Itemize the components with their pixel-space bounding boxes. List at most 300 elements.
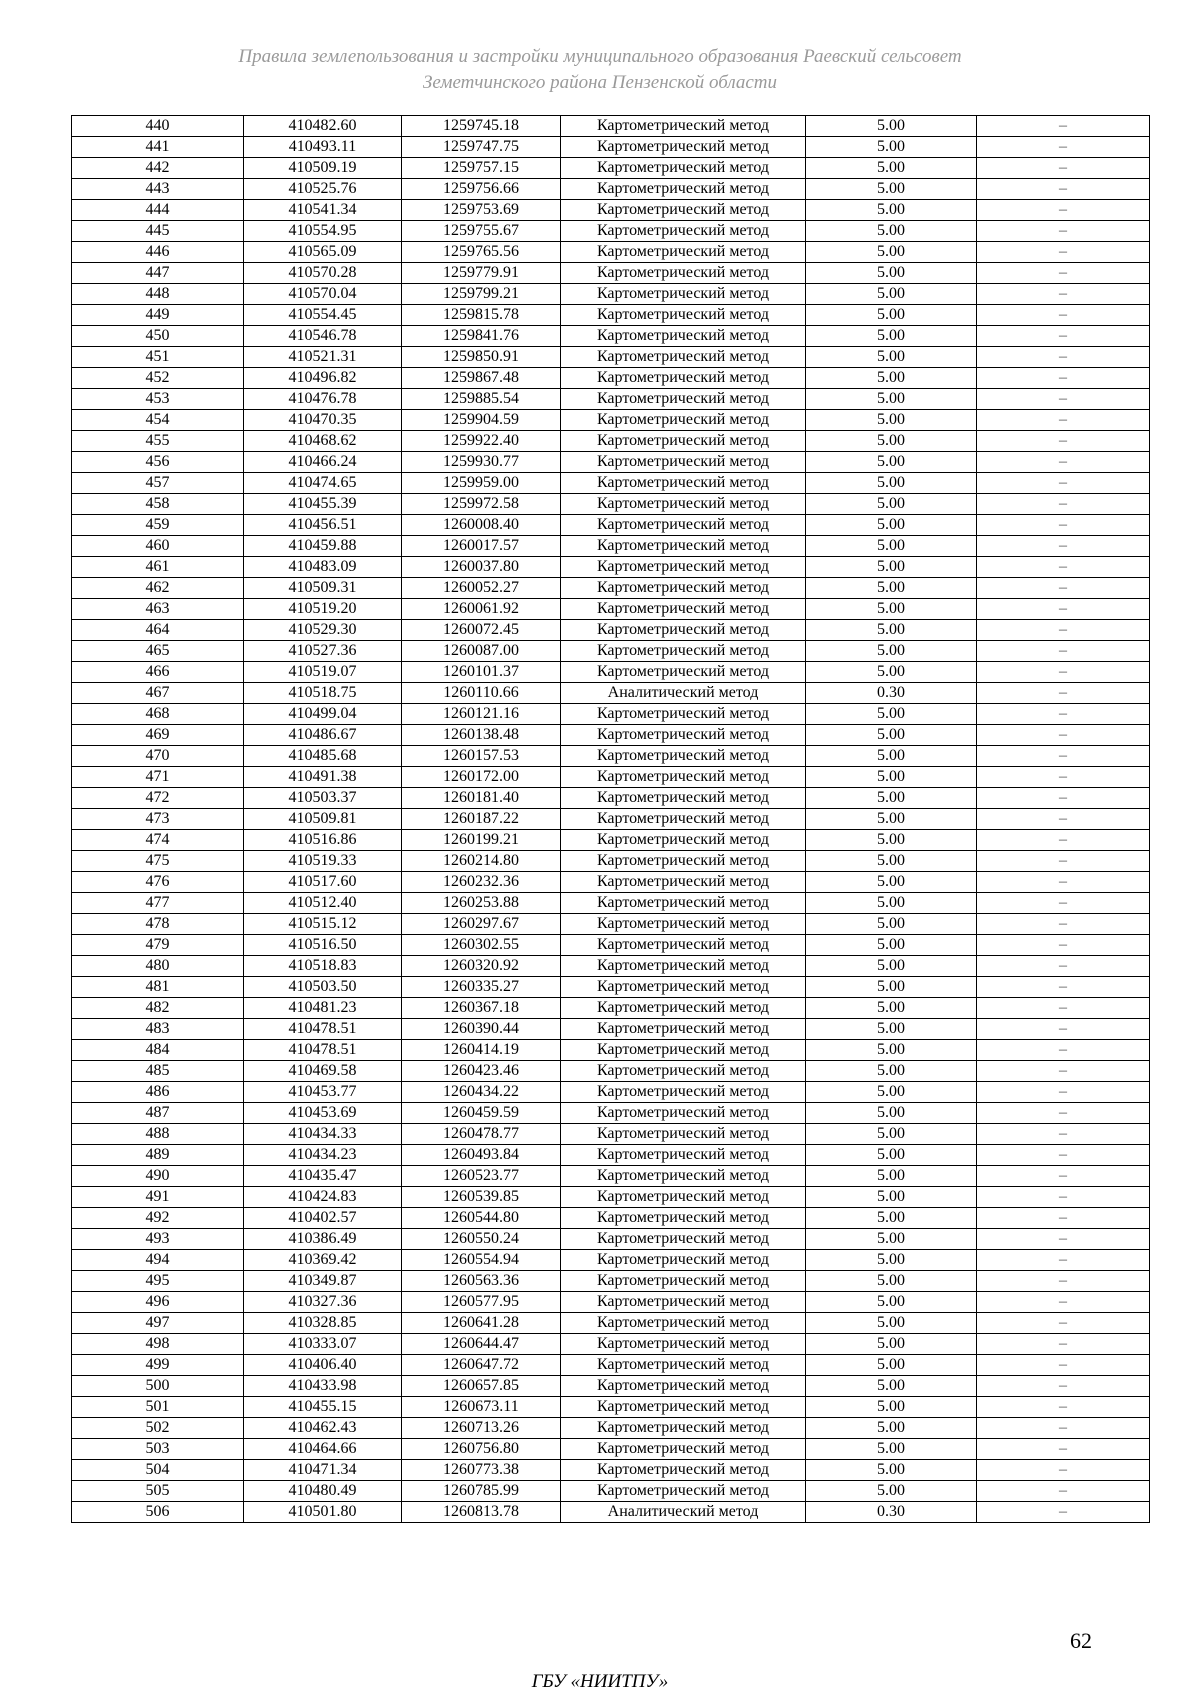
method-cell: Картометрический метод [561, 137, 806, 158]
description-cell: – [977, 1418, 1150, 1439]
description-cell: – [977, 704, 1150, 725]
table-row [72, 809, 1150, 830]
x-coordinate-cell: 410491.38 [244, 767, 402, 788]
method-cell: Картометрический метод [561, 347, 806, 368]
description-cell: – [977, 935, 1150, 956]
page-number: 62 [1070, 1628, 1092, 1653]
y-coordinate-cell: 1260232.36 [402, 872, 561, 893]
accuracy-cell: 5.00 [806, 410, 977, 431]
description-cell: – [977, 578, 1150, 599]
method-cell: Картометрический метод [561, 956, 806, 977]
description-cell: – [977, 1019, 1150, 1040]
method-cell: Картометрический метод [561, 263, 806, 284]
accuracy-cell: 5.00 [806, 347, 977, 368]
accuracy-cell: 5.00 [806, 494, 977, 515]
method-cell: Картометрический метод [561, 158, 806, 179]
table-row [72, 410, 1150, 431]
accuracy-cell: 5.00 [806, 200, 977, 221]
x-coordinate-cell: 410469.58 [244, 1061, 402, 1082]
x-coordinate-cell: 410483.09 [244, 557, 402, 578]
table-row [72, 431, 1150, 452]
y-coordinate-cell: 1259841.76 [402, 326, 561, 347]
accuracy-cell: 5.00 [806, 368, 977, 389]
y-coordinate-cell: 1259885.54 [402, 389, 561, 410]
point-number-cell: 459 [72, 515, 244, 536]
x-coordinate-cell: 410470.35 [244, 410, 402, 431]
method-cell: Картометрический метод [561, 368, 806, 389]
description-cell: – [977, 242, 1150, 263]
point-number-cell: 443 [72, 179, 244, 200]
y-coordinate-cell: 1260367.18 [402, 998, 561, 1019]
y-coordinate-cell: 1260523.77 [402, 1166, 561, 1187]
x-coordinate-cell: 410509.19 [244, 158, 402, 179]
x-coordinate-cell: 410478.51 [244, 1019, 402, 1040]
x-coordinate-cell: 410434.33 [244, 1124, 402, 1145]
method-cell: Картометрический метод [561, 242, 806, 263]
method-cell: Картометрический метод [561, 1397, 806, 1418]
accuracy-cell: 5.00 [806, 1187, 977, 1208]
y-coordinate-cell: 1259972.58 [402, 494, 561, 515]
y-coordinate-cell: 1260813.78 [402, 1502, 561, 1523]
x-coordinate-cell: 410327.36 [244, 1292, 402, 1313]
table-row [72, 1334, 1150, 1355]
accuracy-cell: 5.00 [806, 662, 977, 683]
description-cell: – [977, 1271, 1150, 1292]
method-cell: Картометрический метод [561, 1061, 806, 1082]
point-number-cell: 495 [72, 1271, 244, 1292]
point-number-cell: 486 [72, 1082, 244, 1103]
x-coordinate-cell: 410517.60 [244, 872, 402, 893]
point-number-cell: 491 [72, 1187, 244, 1208]
x-coordinate-cell: 410480.49 [244, 1481, 402, 1502]
table-row [72, 1019, 1150, 1040]
description-cell: – [977, 116, 1150, 137]
x-coordinate-cell: 410453.77 [244, 1082, 402, 1103]
description-cell: – [977, 599, 1150, 620]
table-row [72, 1145, 1150, 1166]
table-row [72, 1124, 1150, 1145]
point-number-cell: 442 [72, 158, 244, 179]
method-cell: Картометрический метод [561, 284, 806, 305]
accuracy-cell: 5.00 [806, 977, 977, 998]
y-coordinate-cell: 1260008.40 [402, 515, 561, 536]
method-cell: Картометрический метод [561, 1292, 806, 1313]
method-cell: Аналитический метод [561, 683, 806, 704]
accuracy-cell: 5.00 [806, 704, 977, 725]
table-row [72, 977, 1150, 998]
table-row [72, 704, 1150, 725]
table-row [72, 851, 1150, 872]
x-coordinate-cell: 410509.31 [244, 578, 402, 599]
accuracy-cell: 5.00 [806, 893, 977, 914]
x-coordinate-cell: 410516.50 [244, 935, 402, 956]
table-row [72, 1082, 1150, 1103]
x-coordinate-cell: 410369.42 [244, 1250, 402, 1271]
y-coordinate-cell: 1260713.26 [402, 1418, 561, 1439]
table-row [72, 1439, 1150, 1460]
accuracy-cell: 5.00 [806, 851, 977, 872]
method-cell: Картометрический метод [561, 1040, 806, 1061]
method-cell: Картометрический метод [561, 935, 806, 956]
point-number-cell: 447 [72, 263, 244, 284]
description-cell: – [977, 557, 1150, 578]
table-row [72, 1460, 1150, 1481]
y-coordinate-cell: 1260335.27 [402, 977, 561, 998]
x-coordinate-cell: 410493.11 [244, 137, 402, 158]
coordinates-table [71, 115, 1150, 1523]
point-number-cell: 441 [72, 137, 244, 158]
method-cell: Картометрический метод [561, 1481, 806, 1502]
table-row [72, 725, 1150, 746]
point-number-cell: 445 [72, 221, 244, 242]
y-coordinate-cell: 1260647.72 [402, 1355, 561, 1376]
document-header [0, 44, 1200, 96]
y-coordinate-cell: 1260037.80 [402, 557, 561, 578]
table-row [72, 914, 1150, 935]
y-coordinate-cell: 1260423.46 [402, 1061, 561, 1082]
x-coordinate-cell: 410453.69 [244, 1103, 402, 1124]
table-row [72, 536, 1150, 557]
accuracy-cell: 5.00 [806, 1355, 977, 1376]
description-cell: – [977, 158, 1150, 179]
point-number-cell: 505 [72, 1481, 244, 1502]
table-row [72, 158, 1150, 179]
y-coordinate-cell: 1260297.67 [402, 914, 561, 935]
accuracy-cell: 5.00 [806, 1271, 977, 1292]
accuracy-cell: 5.00 [806, 1313, 977, 1334]
accuracy-cell: 5.00 [806, 998, 977, 1019]
description-cell: – [977, 1481, 1150, 1502]
method-cell: Картометрический метод [561, 515, 806, 536]
description-cell: – [977, 1313, 1150, 1334]
method-cell: Картометрический метод [561, 1103, 806, 1124]
point-number-cell: 478 [72, 914, 244, 935]
y-coordinate-cell: 1260214.80 [402, 851, 561, 872]
x-coordinate-cell: 410459.88 [244, 536, 402, 557]
table-row [72, 452, 1150, 473]
description-cell: – [977, 830, 1150, 851]
table-row [72, 1208, 1150, 1229]
table-row [72, 200, 1150, 221]
table-row [72, 263, 1150, 284]
accuracy-cell: 5.00 [806, 326, 977, 347]
description-cell: – [977, 767, 1150, 788]
method-cell: Картометрический метод [561, 1271, 806, 1292]
x-coordinate-cell: 410565.09 [244, 242, 402, 263]
point-number-cell: 446 [72, 242, 244, 263]
table-row [72, 935, 1150, 956]
x-coordinate-cell: 410486.67 [244, 725, 402, 746]
y-coordinate-cell: 1260172.00 [402, 767, 561, 788]
method-cell: Картометрический метод [561, 578, 806, 599]
point-number-cell: 487 [72, 1103, 244, 1124]
description-cell: – [977, 389, 1150, 410]
description-cell: – [977, 788, 1150, 809]
accuracy-cell: 5.00 [806, 158, 977, 179]
point-number-cell: 461 [72, 557, 244, 578]
description-cell: – [977, 347, 1150, 368]
table-row [72, 1292, 1150, 1313]
point-number-cell: 502 [72, 1418, 244, 1439]
x-coordinate-cell: 410570.28 [244, 263, 402, 284]
accuracy-cell: 0.30 [806, 1502, 977, 1523]
accuracy-cell: 5.00 [806, 179, 977, 200]
point-number-cell: 470 [72, 746, 244, 767]
point-number-cell: 450 [72, 326, 244, 347]
y-coordinate-cell: 1259930.77 [402, 452, 561, 473]
x-coordinate-cell: 410529.30 [244, 620, 402, 641]
description-cell: – [977, 1187, 1150, 1208]
point-number-cell: 483 [72, 1019, 244, 1040]
description-cell: – [977, 1208, 1150, 1229]
method-cell: Картометрический метод [561, 452, 806, 473]
method-cell: Картометрический метод [561, 830, 806, 851]
method-cell: Картометрический метод [561, 1208, 806, 1229]
point-number-cell: 498 [72, 1334, 244, 1355]
description-cell: – [977, 1124, 1150, 1145]
point-number-cell: 489 [72, 1145, 244, 1166]
point-number-cell: 460 [72, 536, 244, 557]
table-row [72, 305, 1150, 326]
description-cell: – [977, 137, 1150, 158]
x-coordinate-cell: 410456.51 [244, 515, 402, 536]
point-number-cell: 494 [72, 1250, 244, 1271]
y-coordinate-cell: 1260657.85 [402, 1376, 561, 1397]
x-coordinate-cell: 410468.62 [244, 431, 402, 452]
point-number-cell: 469 [72, 725, 244, 746]
table-row [72, 1040, 1150, 1061]
method-cell: Картометрический метод [561, 809, 806, 830]
point-number-cell: 453 [72, 389, 244, 410]
point-number-cell: 476 [72, 872, 244, 893]
description-cell: – [977, 1460, 1150, 1481]
header-line-1: Правила землепользования и застройки муниципального образования Раевский сельсовет [238, 46, 962, 67]
accuracy-cell: 5.00 [806, 1376, 977, 1397]
method-cell: Картометрический метод [561, 1418, 806, 1439]
description-cell: – [977, 431, 1150, 452]
description-cell: – [977, 998, 1150, 1019]
table-row [72, 368, 1150, 389]
description-cell: – [977, 1250, 1150, 1271]
point-number-cell: 454 [72, 410, 244, 431]
description-cell: – [977, 284, 1150, 305]
table-row [72, 1418, 1150, 1439]
accuracy-cell: 5.00 [806, 1397, 977, 1418]
y-coordinate-cell: 1260554.94 [402, 1250, 561, 1271]
method-cell: Картометрический метод [561, 1019, 806, 1040]
method-cell: Картометрический метод [561, 116, 806, 137]
x-coordinate-cell: 410518.83 [244, 956, 402, 977]
table-row [72, 1502, 1150, 1523]
accuracy-cell: 5.00 [806, 536, 977, 557]
y-coordinate-cell: 1259959.00 [402, 473, 561, 494]
x-coordinate-cell: 410402.57 [244, 1208, 402, 1229]
y-coordinate-cell: 1260773.38 [402, 1460, 561, 1481]
description-cell: – [977, 893, 1150, 914]
description-cell: – [977, 872, 1150, 893]
description-cell: – [977, 1439, 1150, 1460]
accuracy-cell: 5.00 [806, 305, 977, 326]
x-coordinate-cell: 410471.34 [244, 1460, 402, 1481]
table-row [72, 683, 1150, 704]
description-cell: – [977, 746, 1150, 767]
table-row [72, 767, 1150, 788]
accuracy-cell: 5.00 [806, 830, 977, 851]
description-cell: – [977, 1502, 1150, 1523]
description-cell: – [977, 1040, 1150, 1061]
description-cell: – [977, 956, 1150, 977]
accuracy-cell: 5.00 [806, 452, 977, 473]
description-cell: – [977, 1145, 1150, 1166]
description-cell: – [977, 683, 1150, 704]
accuracy-cell: 5.00 [806, 221, 977, 242]
y-coordinate-cell: 1260052.27 [402, 578, 561, 599]
accuracy-cell: 5.00 [806, 1481, 977, 1502]
accuracy-cell: 5.00 [806, 1460, 977, 1481]
table-row [72, 1481, 1150, 1502]
accuracy-cell: 5.00 [806, 1145, 977, 1166]
x-coordinate-cell: 410521.31 [244, 347, 402, 368]
description-cell: – [977, 305, 1150, 326]
y-coordinate-cell: 1260478.77 [402, 1124, 561, 1145]
x-coordinate-cell: 410546.78 [244, 326, 402, 347]
description-cell: – [977, 809, 1150, 830]
method-cell: Картометрический метод [561, 746, 806, 767]
method-cell: Картометрический метод [561, 305, 806, 326]
point-number-cell: 451 [72, 347, 244, 368]
description-cell: – [977, 662, 1150, 683]
method-cell: Картометрический метод [561, 599, 806, 620]
description-cell: – [977, 494, 1150, 515]
method-cell: Картометрический метод [561, 431, 806, 452]
point-number-cell: 503 [72, 1439, 244, 1460]
method-cell: Картометрический метод [561, 767, 806, 788]
description-cell: – [977, 1397, 1150, 1418]
x-coordinate-cell: 410525.76 [244, 179, 402, 200]
y-coordinate-cell: 1260110.66 [402, 683, 561, 704]
x-coordinate-cell: 410462.43 [244, 1418, 402, 1439]
point-number-cell: 464 [72, 620, 244, 641]
y-coordinate-cell: 1259747.75 [402, 137, 561, 158]
description-cell: – [977, 641, 1150, 662]
table-row [72, 116, 1150, 137]
y-coordinate-cell: 1259765.56 [402, 242, 561, 263]
y-coordinate-cell: 1260785.99 [402, 1481, 561, 1502]
y-coordinate-cell: 1260199.21 [402, 830, 561, 851]
table-row [72, 893, 1150, 914]
method-cell: Картометрический метод [561, 620, 806, 641]
table-row [72, 1250, 1150, 1271]
x-coordinate-cell: 410433.98 [244, 1376, 402, 1397]
accuracy-cell: 5.00 [806, 1124, 977, 1145]
accuracy-cell: 5.00 [806, 1103, 977, 1124]
x-coordinate-cell: 410503.50 [244, 977, 402, 998]
accuracy-cell: 5.00 [806, 599, 977, 620]
description-cell: – [977, 326, 1150, 347]
point-number-cell: 471 [72, 767, 244, 788]
method-cell: Картометрический метод [561, 1145, 806, 1166]
accuracy-cell: 5.00 [806, 1334, 977, 1355]
x-coordinate-cell: 410424.83 [244, 1187, 402, 1208]
table-row [72, 746, 1150, 767]
table-row [72, 620, 1150, 641]
y-coordinate-cell: 1260493.84 [402, 1145, 561, 1166]
x-coordinate-cell: 410499.04 [244, 704, 402, 725]
method-cell: Картометрический метод [561, 1313, 806, 1334]
x-coordinate-cell: 410519.07 [244, 662, 402, 683]
description-cell: – [977, 410, 1150, 431]
table-row [72, 641, 1150, 662]
y-coordinate-cell: 1260320.92 [402, 956, 561, 977]
coordinates-table-body [72, 116, 1150, 1523]
x-coordinate-cell: 410386.49 [244, 1229, 402, 1250]
description-cell: – [977, 200, 1150, 221]
method-cell: Картометрический метод [561, 1187, 806, 1208]
table-row [72, 284, 1150, 305]
point-number-cell: 492 [72, 1208, 244, 1229]
header-line-2: Земетчинского района Пензенской области [422, 72, 778, 93]
accuracy-cell: 5.00 [806, 1061, 977, 1082]
description-cell: – [977, 1355, 1150, 1376]
accuracy-cell: 5.00 [806, 578, 977, 599]
y-coordinate-cell: 1260061.92 [402, 599, 561, 620]
accuracy-cell: 5.00 [806, 389, 977, 410]
method-cell: Картометрический метод [561, 1376, 806, 1397]
accuracy-cell: 5.00 [806, 1082, 977, 1103]
point-number-cell: 468 [72, 704, 244, 725]
y-coordinate-cell: 1260072.45 [402, 620, 561, 641]
point-number-cell: 497 [72, 1313, 244, 1334]
point-number-cell: 496 [72, 1292, 244, 1313]
y-coordinate-cell: 1260756.80 [402, 1439, 561, 1460]
method-cell: Картометрический метод [561, 473, 806, 494]
x-coordinate-cell: 410406.40 [244, 1355, 402, 1376]
x-coordinate-cell: 410481.23 [244, 998, 402, 1019]
y-coordinate-cell: 1259815.78 [402, 305, 561, 326]
method-cell: Картометрический метод [561, 725, 806, 746]
method-cell: Картометрический метод [561, 494, 806, 515]
description-cell: – [977, 221, 1150, 242]
method-cell: Картометрический метод [561, 1355, 806, 1376]
x-coordinate-cell: 410527.36 [244, 641, 402, 662]
accuracy-cell: 5.00 [806, 1439, 977, 1460]
y-coordinate-cell: 1260641.28 [402, 1313, 561, 1334]
point-number-cell: 485 [72, 1061, 244, 1082]
description-cell: – [977, 1376, 1150, 1397]
table-row [72, 326, 1150, 347]
point-number-cell: 482 [72, 998, 244, 1019]
accuracy-cell: 5.00 [806, 263, 977, 284]
table-row [72, 578, 1150, 599]
description-cell: – [977, 536, 1150, 557]
x-coordinate-cell: 410464.66 [244, 1439, 402, 1460]
method-cell: Аналитический метод [561, 1502, 806, 1523]
y-coordinate-cell: 1260434.22 [402, 1082, 561, 1103]
y-coordinate-cell: 1260187.22 [402, 809, 561, 830]
footer-organization: ГБУ «НИИТПУ» [531, 1671, 669, 1692]
y-coordinate-cell: 1260550.24 [402, 1229, 561, 1250]
y-coordinate-cell: 1260121.16 [402, 704, 561, 725]
point-number-cell: 466 [72, 662, 244, 683]
x-coordinate-cell: 410515.12 [244, 914, 402, 935]
accuracy-cell: 5.00 [806, 1208, 977, 1229]
table-row [72, 1397, 1150, 1418]
description-cell: – [977, 179, 1150, 200]
y-coordinate-cell: 1259904.59 [402, 410, 561, 431]
accuracy-cell: 5.00 [806, 1019, 977, 1040]
table-row [72, 830, 1150, 851]
table-row [72, 1103, 1150, 1124]
